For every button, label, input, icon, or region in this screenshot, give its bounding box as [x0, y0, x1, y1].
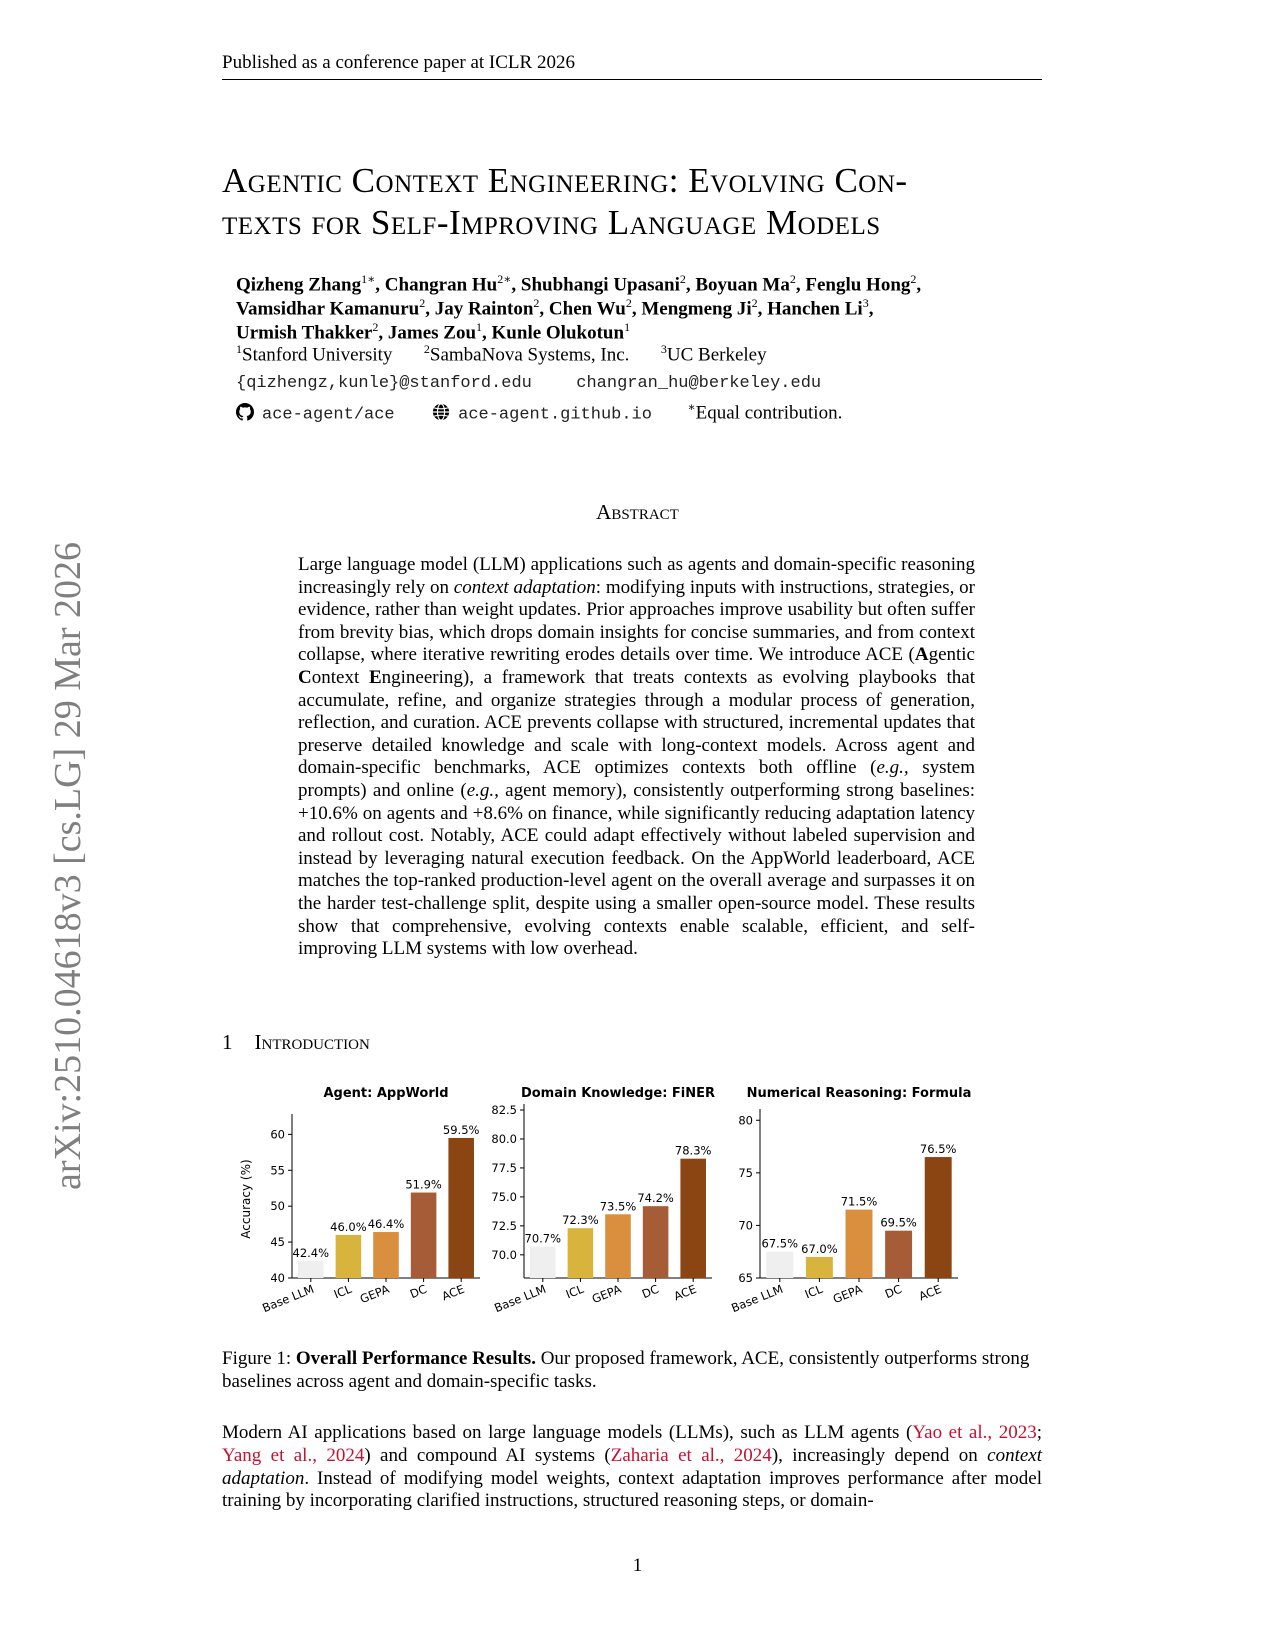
author-separator: , [795, 274, 806, 296]
bar-value-label: 78.3% [674, 1143, 712, 1158]
author-name: Boyuan Ma [695, 274, 790, 296]
author-affiliation-mark: 2 [751, 296, 758, 310]
bar [643, 1206, 669, 1278]
author-affiliation-mark: 2 [910, 272, 917, 286]
author-separator: , [375, 274, 385, 296]
y-tick-label: 75 [738, 1165, 753, 1180]
text-run: ), increasingly depend on [771, 1444, 988, 1466]
affiliation-berkeley: UC Berkeley [666, 344, 767, 366]
x-tick-label: DC [639, 1281, 661, 1302]
x-tick-label: DC [407, 1281, 429, 1302]
author-affiliation-mark: 2 [789, 272, 796, 286]
bar [680, 1159, 706, 1278]
x-tick-label: ACE [671, 1281, 699, 1304]
citation-link[interactable]: Yang et al., 2024 [222, 1444, 365, 1466]
text-run: : modifying inputs with instructions, strategies, or evidence, rather than weight updates. Prior approaches improve usability but often suffer from brevity bias, which drops domain insights for concise summaries, and from context collapse, where iterative rewriting erodes details over time. We introduce ACE ( [298, 576, 975, 666]
x-tick-label: ICL [331, 1281, 354, 1302]
x-tick-label: ICL [802, 1281, 825, 1302]
author-separator: , [757, 298, 768, 320]
emails [236, 374, 821, 393]
email-berkeley[interactable]: changran_hu@berkeley.edu [576, 374, 822, 393]
author-name: Fenglu Hong [805, 274, 911, 296]
y-tick-label: 72.5 [491, 1218, 517, 1233]
bar [766, 1252, 793, 1278]
x-tick-label: Base LLM [260, 1281, 316, 1316]
author-name: Shubhangi Upasani [520, 274, 680, 296]
globe-icon [432, 403, 450, 427]
x-tick-label: DC [882, 1281, 904, 1302]
paper-title [222, 160, 1042, 244]
author-name: Kunle Olukotun [491, 322, 625, 344]
title-line-2: texts for Self-Improving Language Models [222, 203, 881, 242]
abstract-text [298, 554, 975, 961]
x-tick-label: GEPA [589, 1281, 624, 1307]
bar-value-label: 67.0% [801, 1241, 838, 1256]
author-separator: , [539, 298, 549, 320]
bar-value-label: 71.5% [840, 1194, 878, 1209]
author-name: Jay Rainton [434, 298, 534, 320]
bar-value-label: 76.5% [919, 1142, 957, 1157]
y-tick-label: 70 [738, 1218, 753, 1233]
y-tick-label: 55 [270, 1163, 285, 1178]
text-run: ) and compound AI systems ( [364, 1444, 611, 1466]
author-name: Chen Wu [548, 298, 626, 320]
author-affiliation-mark: 2 [419, 296, 426, 310]
author-affiliation-mark: 1 [476, 320, 483, 334]
author-name: Hanchen Li [767, 298, 863, 320]
email-stanford[interactable]: {qizhengz,kunle}@stanford.edu [236, 374, 532, 393]
text-run: ngineering), a framework that treats contexts as evolving playbooks that accumulate, refine, and organize strategies through a modular process of generation, reflection, and curation. ACE prevents collapse with structured, incremental updates that preserve detailed knowledge and scale with long-context models. Across agent and domain-specific benchmarks, ACE optimizes contexts both offline ( [298, 666, 975, 779]
caption-label: Figure 1: [222, 1348, 296, 1369]
bar-value-label: 59.5% [442, 1122, 480, 1137]
text-run: E [368, 666, 382, 688]
citation-link[interactable]: Yao et al., 2023 [912, 1422, 1037, 1443]
bar-value-label: 42.4% [292, 1245, 330, 1260]
caption-text: Our proposed framework, ACE, consistently outperforms strong baselines across agent and domain-specific tasks. [222, 1348, 1030, 1392]
author-affiliation-mark: 3 [862, 296, 869, 310]
intro-paragraph [222, 1422, 1042, 1513]
citation-link[interactable]: Zaharia et al., 2024 [610, 1444, 772, 1466]
text-run: . Instead of modifying model weights, context adaptation improves performance after model training by incorporating clarified instructions, structured reasoning steps, or domain- [222, 1467, 1042, 1512]
x-tick-label: Base LLM [492, 1281, 548, 1316]
arxiv-stamp [20, 450, 100, 1200]
page-number: 1 [632, 1555, 643, 1576]
section-heading [222, 1030, 370, 1055]
text-run: context adaptation [222, 1444, 1042, 1489]
author-name: Vamsidhar Kamanuru [236, 298, 420, 320]
author-affiliation-mark: 1 [624, 320, 631, 334]
affiliation-stanford: Stanford University [242, 344, 393, 366]
author-name: Mengmeng Ji [641, 298, 752, 320]
bar-value-label: 69.5% [880, 1215, 917, 1230]
text-run: ontext [311, 666, 369, 688]
header-rule [222, 79, 1042, 80]
x-tick-label: ACE [916, 1281, 944, 1304]
y-tick-label: 70.0 [491, 1247, 517, 1262]
author-separator: , [482, 322, 492, 344]
text-run: e.g., [466, 779, 499, 801]
text-run: agent memory), consistently outperforming strong baselines: +10.6% on agents and +8.6% on finance, while significantly reducing adaptation latency and rollout cost. Notably, ACE could adapt effectively without labeled supervision and instead by leveraging natural execution feedback. On the AppWorld leaderboard, ACE matches the top-ranked production-level agent on the overall average and surpasses it on the harder test-challenge split, despite using a smaller open-source model. These results show that comprehensive, evolving contexts enable scalable, efficient, and self-improving LLM systems with low overhead. [298, 779, 976, 960]
author-separator: , [631, 298, 642, 320]
section-number: 1 [222, 1030, 233, 1054]
y-tick-label: 65 [738, 1271, 753, 1285]
y-axis-label: Accuracy (%) [239, 1159, 253, 1239]
github-link[interactable]: ace-agent/ace [262, 405, 395, 425]
bar [925, 1157, 952, 1278]
text-run: gentic [928, 644, 975, 666]
author-separator: , [378, 322, 388, 344]
equal-contribution-note: Equal contribution. [695, 402, 843, 424]
author-separator: , [511, 274, 521, 296]
text-run: context adaptation [453, 576, 596, 598]
author-name: Urmish Thakker [236, 322, 373, 344]
github-icon [236, 403, 254, 427]
affiliations: $^1$Stanford University $^2$SambaNova Systems, Inc. $^3$UC Berkeley [236, 342, 767, 366]
bar [846, 1210, 873, 1278]
text-run: Modern AI applications based on large language models (LLMs), such as LLM agents ( [222, 1422, 913, 1443]
x-tick-label: ACE [439, 1281, 467, 1304]
chart-title: Numerical Reasoning: Formula [746, 1086, 972, 1101]
bar [298, 1261, 324, 1278]
figure-1-charts [222, 1082, 1042, 1322]
x-tick-label: GEPA [830, 1281, 865, 1307]
running-header: Published as a conference paper at ICLR 2026 [222, 52, 575, 73]
author-affiliation-mark: 1∗ [361, 272, 376, 286]
bar-value-label: 70.7% [524, 1231, 562, 1246]
bar [530, 1247, 556, 1278]
x-tick-label: ICL [563, 1281, 586, 1302]
author-name: Qizheng Zhang [236, 274, 362, 296]
bar [806, 1257, 833, 1278]
bar [411, 1193, 437, 1278]
bar [373, 1232, 399, 1278]
x-tick-label: Base LLM [729, 1281, 785, 1316]
bar-value-label: 73.5% [599, 1199, 637, 1214]
section-title: Introduction [254, 1030, 370, 1054]
text-run: Large language model (LLM) applications such as agents and domain-specific reasoning increasingly rely on [298, 554, 975, 598]
bar [336, 1235, 362, 1278]
links-row: ace-agent/ace ace-agent.github.io ∗Equal contribution. [236, 400, 842, 427]
bar-value-label: 72.3% [562, 1213, 599, 1228]
author-affiliation-mark: 2 [679, 272, 686, 286]
y-tick-label: 82.5 [491, 1103, 517, 1117]
y-tick-label: 60 [270, 1127, 285, 1142]
text-run: system prompts) and online ( [298, 757, 976, 801]
website-link[interactable]: ace-agent.github.io [458, 405, 652, 425]
author-affiliation-mark: 2 [372, 320, 379, 334]
y-tick-label: 75.0 [491, 1189, 517, 1204]
caption-bold: Overall Performance Results. [295, 1348, 536, 1369]
x-tick-label: GEPA [357, 1281, 392, 1307]
author-separator: , [685, 274, 696, 296]
author-separator: , [916, 274, 922, 296]
bar-value-label: 46.4% [367, 1217, 405, 1232]
text-run: e.g., [876, 757, 909, 779]
bar [568, 1228, 594, 1278]
y-tick-label: 77.5 [491, 1160, 517, 1175]
author-affiliation-mark: 2 [533, 296, 540, 310]
y-tick-label: 40 [270, 1271, 285, 1285]
author-affiliation-mark: 2 [625, 296, 632, 310]
y-tick-label: 80 [738, 1113, 753, 1128]
bar-value-label: 74.2% [637, 1191, 674, 1206]
arxiv-id-text: arXiv:2510.04618v3 [cs.LG] 29 Mar 2026 [47, 541, 89, 1190]
bar [448, 1138, 474, 1278]
chart-title: Domain Knowledge: FiNER [520, 1086, 716, 1101]
author-separator: , [425, 298, 435, 320]
figure-caption [222, 1348, 1042, 1393]
y-tick-label: 80.0 [491, 1131, 517, 1146]
abstract-heading: Abstract [596, 500, 679, 524]
author-separator: , [868, 298, 874, 320]
bar-value-label: 51.9% [405, 1177, 442, 1192]
chart-title: Agent: AppWorld [323, 1086, 449, 1101]
author-affiliation-mark: 2∗ [497, 272, 512, 286]
text-run: A [914, 644, 929, 666]
author-name: Changran Hu [384, 274, 498, 296]
bar-value-label: 67.5% [761, 1236, 799, 1251]
bar-value-label: 46.0% [330, 1219, 367, 1234]
title-line-1: Agentic Context Engineering: Evolving Con- [222, 161, 908, 200]
author-line-3 [236, 315, 1056, 345]
author-name: James Zou [387, 322, 477, 344]
bar [605, 1214, 631, 1278]
text-run: ; [1036, 1422, 1042, 1443]
text-run: C [298, 666, 312, 688]
bar [885, 1231, 912, 1278]
y-tick-label: 45 [270, 1235, 285, 1250]
affiliation-sambanova: SambaNova Systems, Inc. [429, 344, 630, 366]
y-tick-label: 50 [270, 1199, 285, 1214]
